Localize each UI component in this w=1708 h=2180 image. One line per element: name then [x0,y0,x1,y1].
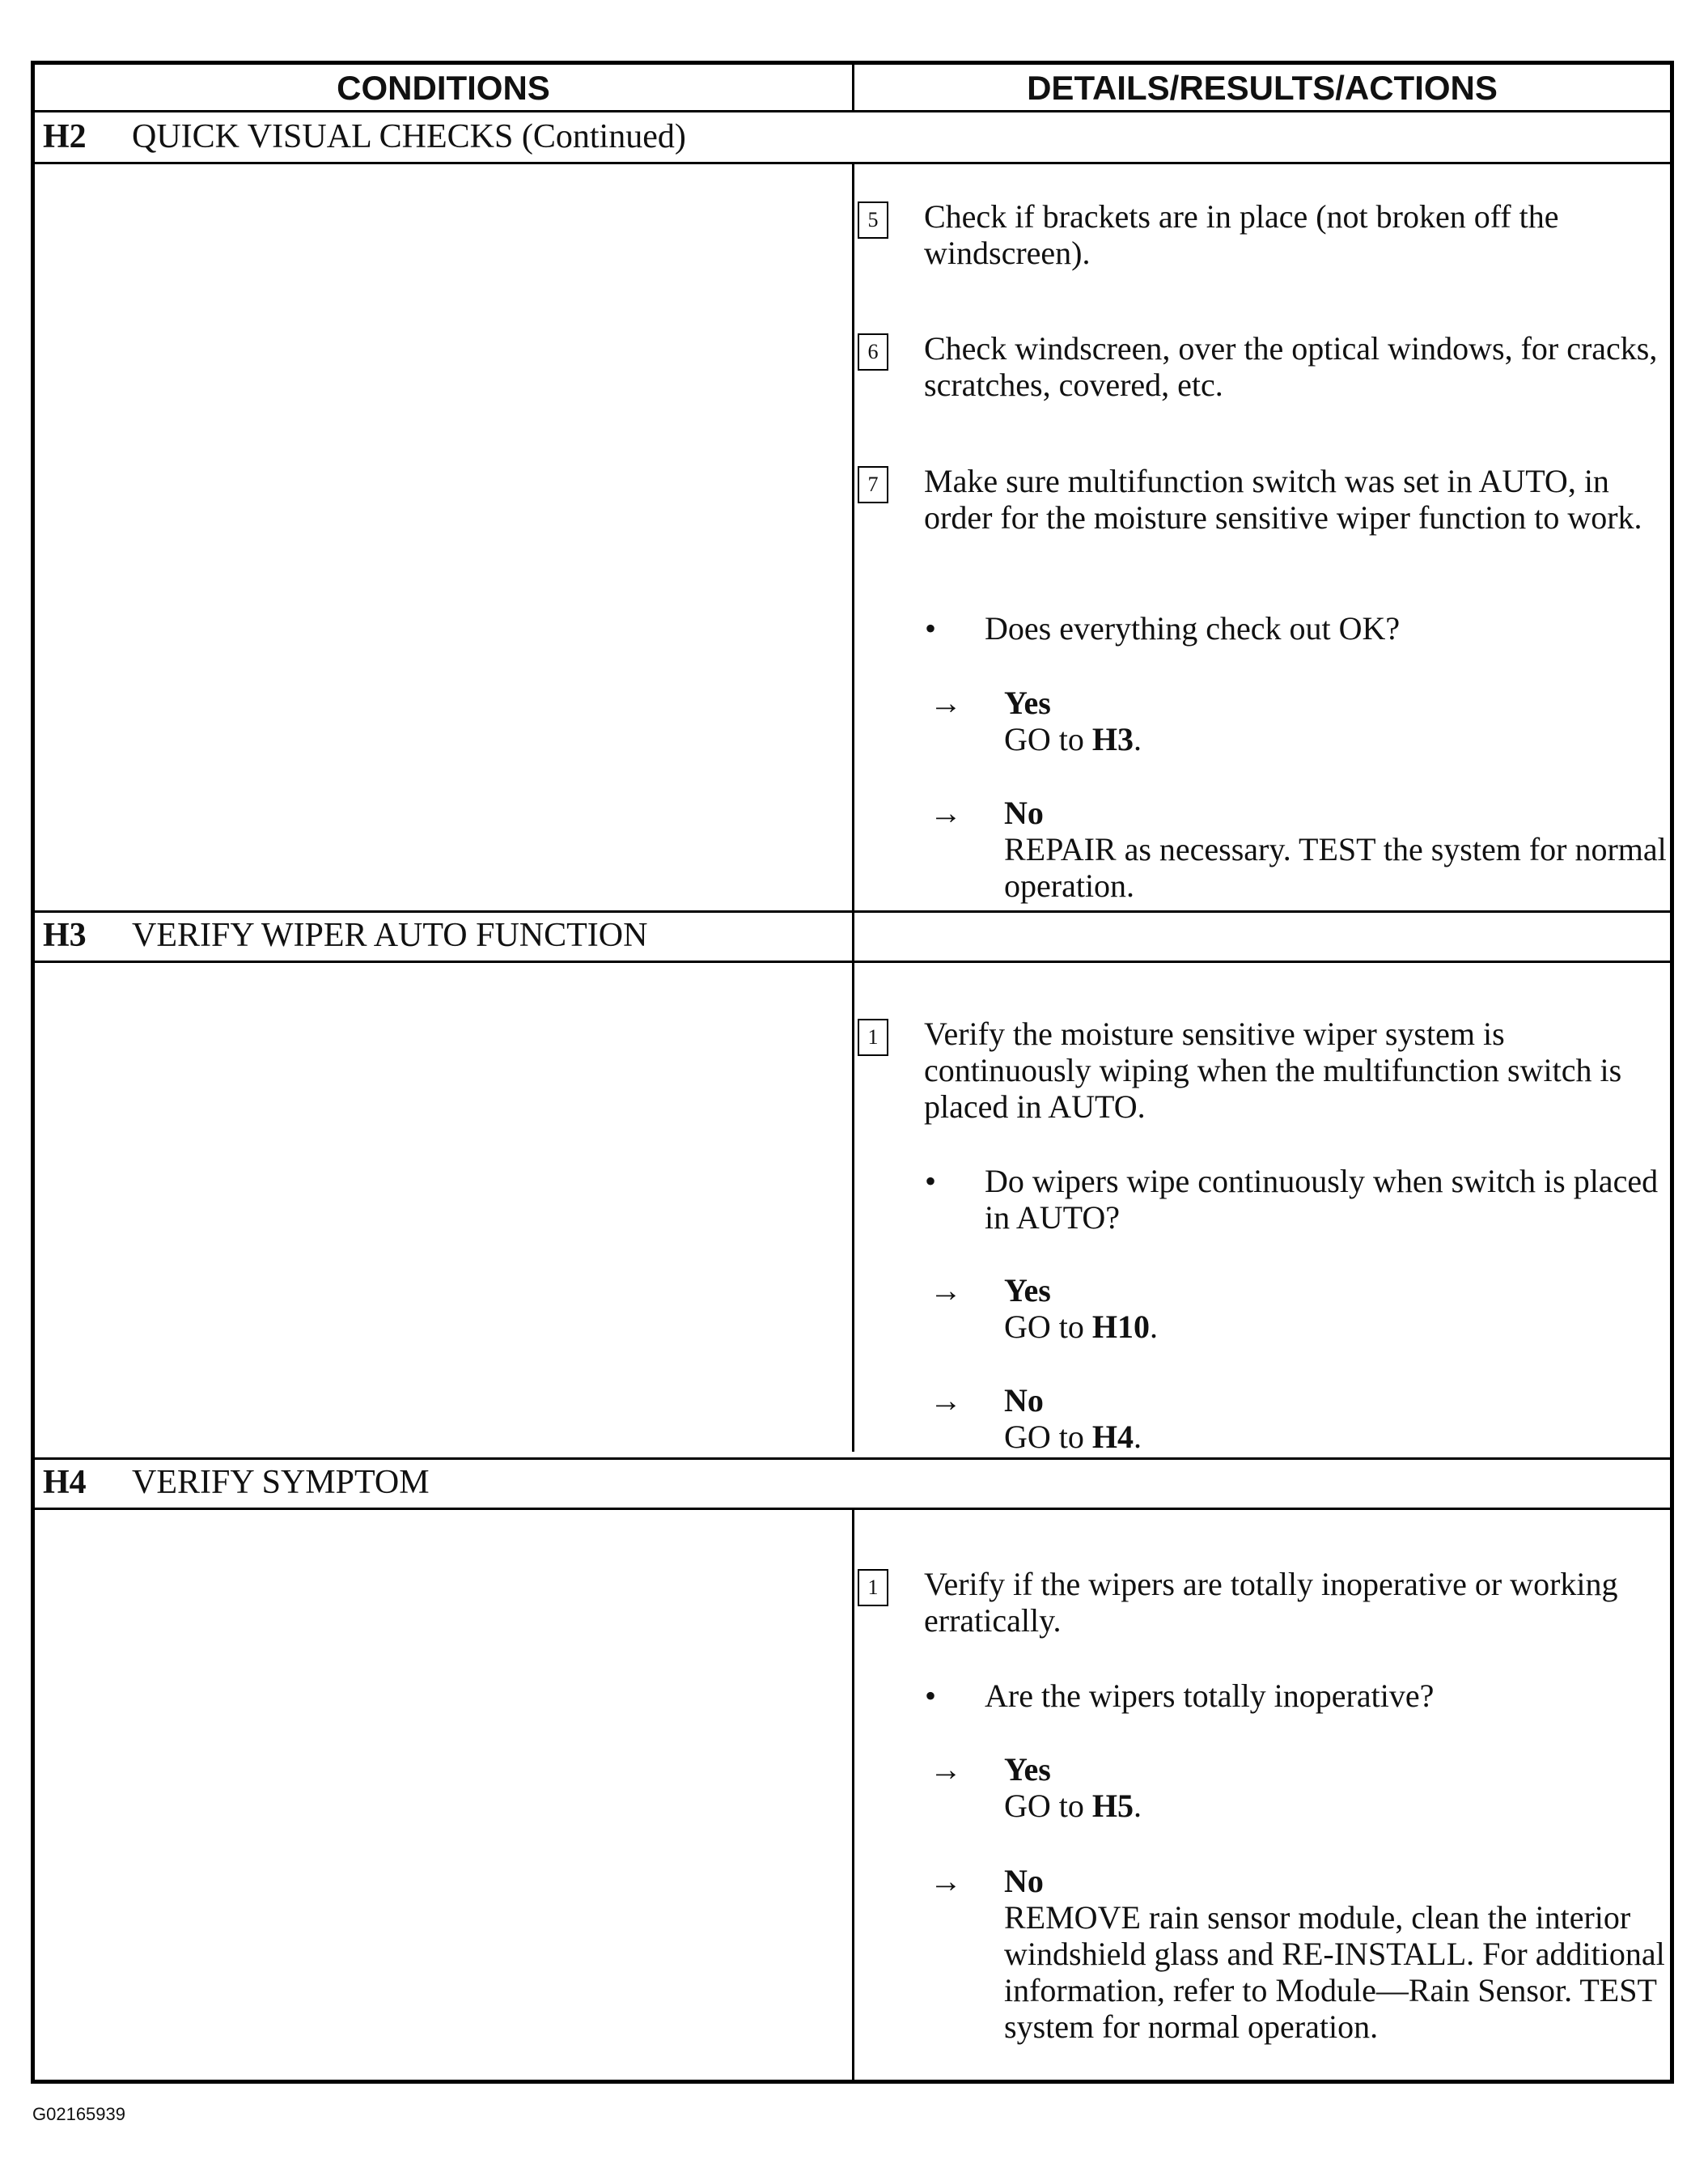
diagnostic-table [31,61,1674,2084]
answer-label: Yes [1004,1272,1051,1308]
step-number-box: 1 [858,1569,888,1606]
step-text: Verify if the wipers are totally inoperative or working erratically. [924,1566,1618,1639]
section-id: H2 [43,118,87,155]
answer-no [930,1863,1674,2081]
answer-label: No [1004,795,1044,831]
answer-no [930,1382,1674,1455]
answer-action: GO to H4. [1004,1419,1142,1455]
section-id: H4 [43,1464,87,1501]
arrow-right-icon: → [930,1863,962,1899]
section-title-h3 [43,910,647,961]
step-text: Check if brackets are in place (not broken off the windscreen). [924,198,1559,271]
answer-label: No [1004,1382,1044,1419]
step-number-box: 6 [858,333,888,371]
answer-no [930,795,1674,904]
answer-action: REMOVE rain sensor module, clean the interior windshield glass and RE-INSTALL. For additional information, refer to Module—Rain Sensor. TEST system for normal operation. [1004,1899,1665,2045]
answer-label: Yes [1004,685,1051,721]
arrow-right-icon: → [930,685,962,721]
answer-yes [930,1272,1674,1345]
answer-label: No [1004,1863,1044,1899]
section-name: QUICK VISUAL CHECKS (Continued) [132,118,686,155]
arrow-right-icon: → [930,1272,962,1308]
answer-action: GO to H5. [1004,1788,1142,1824]
arrow-right-icon: → [930,1751,962,1788]
divider [852,962,854,1452]
step-number-box: 1 [858,1019,888,1056]
answer-action: REPAIR as necessary. TEST the system for normal operation. [1004,831,1667,904]
bullet-icon: • [925,1163,937,1199]
conditions-header: CONDITIONS [337,68,550,107]
section-name: VERIFY WIPER AUTO FUNCTION [132,917,648,954]
question-text: Do wipers wipe continuously when switch is placed in AUTO? [985,1163,1659,1236]
section-id: H3 [43,917,87,954]
step-number-box: 5 [858,201,888,239]
section-name: VERIFY SYMPTOM [132,1464,430,1501]
answer-action: GO to H10. [1004,1308,1159,1345]
section-title-h4 [43,1457,430,1508]
bullet-icon: • [925,610,937,647]
arrow-right-icon: → [930,1382,962,1419]
divider [852,1509,854,2080]
question-text: Are the wipers totally inoperative? [985,1677,1435,1714]
arrow-right-icon: → [930,795,962,831]
divider [852,65,854,110]
step-text: Make sure multifunction switch was set in AUTO, in order for the moisture sensitive wiper function to work. [924,463,1642,536]
answer-action: GO to H3. [1004,721,1142,757]
bullet-icon: • [925,1677,937,1714]
answer-yes [930,1751,1674,1824]
step-text: Verify the moisture sensitive wiper system is continuously wiping when the multifunction switch is placed in AUTO. [924,1016,1622,1125]
divider [852,163,854,969]
step-number-box: 7 [858,466,888,503]
answer-label: Yes [1004,1751,1051,1788]
section-title-h2 [43,112,686,162]
figure-id: G02165939 [32,2104,125,2124]
details-header: DETAILS/RESULTS/ACTIONS [1027,68,1498,107]
answer-yes [930,685,1674,757]
step-text: Check windscreen, over the optical windows, for cracks, scratches, covered, etc. [924,330,1658,403]
question-text: Does everything check out OK? [985,610,1401,647]
